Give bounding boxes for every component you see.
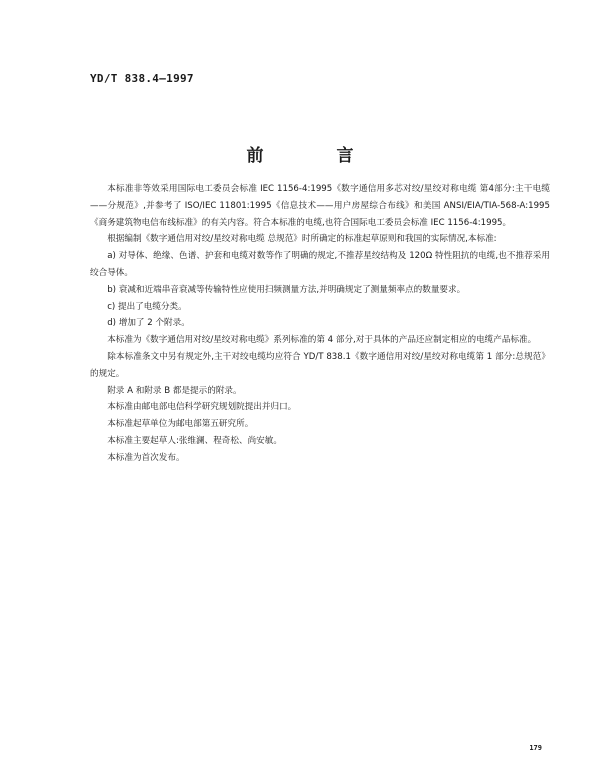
foreword-body [90, 181, 550, 467]
paragraph-series: 本标准为《数字通信用对绞/星绞对称电缆》系列标准的第 4 部分,对于具体的产品还应制定相应的电缆产品标准。 [107, 335, 537, 346]
paragraph-compliance: 除本标准条文中另有规定外,主干对绞电缆均应符合 YD/T 838.1《数字通信用对绞/星绞对称电缆第 1 部分:总规范》的规定。 [90, 351, 550, 379]
page-number: 179 [529, 744, 542, 752]
paragraph-appendices: 附录 A 和附录 B 都是提示的附录。 [107, 385, 242, 396]
paragraph-drafters: 本标准主要起草人:张维澜、程奇松、尚安敏。 [107, 435, 282, 446]
paragraph-drafting-unit: 本标准起草单位为邮电部第五研究所。 [107, 419, 254, 430]
list-item-b: b) 衰减和近端串音衰减等传输特性应使用扫频测量方法,并明确规定了测量频率点的数量要求。 [107, 284, 466, 295]
paragraph-first-release: 本标准为首次发布。 [107, 452, 185, 463]
paragraph-proposer: 本标准由邮电部电信科学研究规划院提出并归口。 [107, 402, 297, 413]
list-item-d: d) 增加了 2 个附录。 [107, 318, 190, 329]
paragraph-drafting-basis: 根据编制《数字通信用对绞/星绞对称电缆 总规范》时所确定的标准起草原则和我国的实际情况,本标准: [107, 234, 497, 245]
section-heading: 前 言 [246, 146, 382, 166]
list-item-a: a) 对导体、绝缘、色谱、护套和电缆对数等作了明确的规定,不推荐星绞结构及 120Ω 特性阻抗的电缆,也不推荐采用绞合导体。 [90, 251, 550, 278]
document-code: YD/T 838.4—1997 [90, 72, 194, 85]
paragraph-adoption: 本标准非等效采用国际电工委员会标准 IEC 1156-4:1995《数字通信用多芯对绞/星绞对称电缆 第4部分:主干电缆——分规范》,并参考了 ISO/IEC 11801:1995《信息技术——用户房屋综合布线》和美国 ANSI/EIA/TIA-568-A:1995《商务建筑物电信布线标准》的有关内容。符合本标准的电缆,也符合国际电工委员会标准 IEC 1156-4:1995。 [90, 184, 550, 228]
list-item-c: c) 提出了电缆分类。 [107, 301, 187, 312]
